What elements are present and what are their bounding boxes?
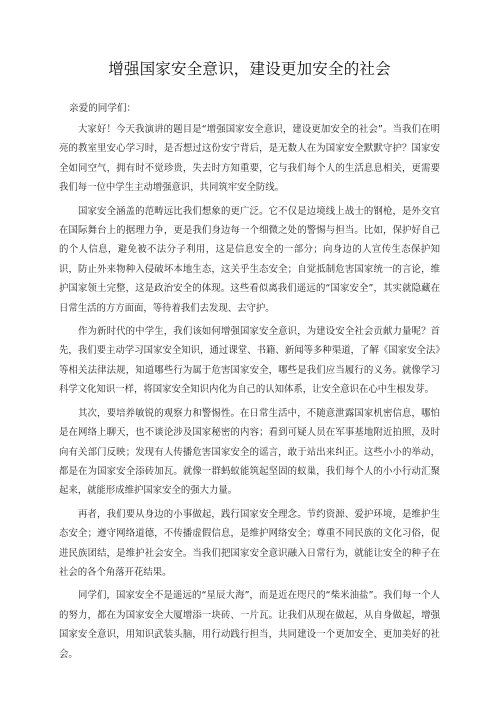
paragraph-2: 国家安全涵盖的范畴远比我们想象的更广泛。它不仅是边境线上战士的钢枪，是外交官在国际舞台上的据理力争，更是我们身边每一个细微之处的警惕与担当。比如，保护好自己的个人信息，避免被不法分子利用，这是信息安全的一部分；向身边的人宣传生态保护知识，防止外来物种入侵破坏本地生态，这关乎生态安全；自觉抵制危害国家统一的言论，维护国家领土完整，这是政治安全的体现。这些看似离我们遥远的“国家安全”，其实就隐藏在日常生活的方方面面，等待着我们去发现、去守护。 (59, 205, 440, 314)
paragraph-3: 作为新时代的中学生，我们该如何增强国家安全意识，为建设安全社会贡献力量呢？首先，我们要主动学习国家安全知识，通过课堂、书籍、新闻等多种渠道，了解《国家安全法》等相关法律法规，知道哪些行为属于危害国家安全，哪些是我们应当履行的义务。就像学习科学文化知识一样，将国家安全知识内化为自己的认知体系，让安全意识在心中生根发芽。 (59, 326, 440, 396)
document-body (59, 120, 440, 664)
paragraph-1: 大家好！今天我演讲的题目是“增强国家安全意识，建设更加安全的社会”。当我们在明亮的教室里安心学习时，是否想过这份安宁背后，是无数人在为国家安全默默守护？国家安全如同空气，拥有时不觉珍贵，失去时方知重要，它与我们每个人的生活息息相关，更需要我们每一位中学生主动增强意识，共同筑牢安全防线。 (59, 124, 440, 194)
paragraph-5: 再者，我们要从身边的小事做起，践行国家安全理念。节约资源、爱护环境，是维护生态安全；遵守网络道德，不传播虚假信息，是维护网络安全；尊重不同民族的文化习俗，促进民族团结，是维护社会安全。当我们把国家安全意识融入日常行为，就能让安全的种子在社会的各个角落开花结果。 (59, 508, 440, 578)
salutation: 亲爱的同学们： (69, 103, 137, 114)
document-title: 增强国家安全意识，建设更加安全的社会 (108, 60, 391, 78)
paragraph-6: 同学们，国家安全不是遥远的“星辰大海”，而是近在咫尺的“柴米油盐”。我们每一个人的努力，都在为国家安全大厦增添一块砖、一片瓦。让我们从现在做起，从自身做起，增强国家安全意识，用知识武装头脑，用行动践行担当，共同建设一个更加安全、更加美好的社会。 (59, 590, 440, 660)
paragraph-4: 其次，要培养敏锐的观察力和警惕性。在日常生活中，不随意泄露国家机密信息，哪怕是在网络上聊天，也不谈论涉及国家秘密的内容；看到可疑人员在军事基地附近拍照，及时向有关部门反映；发现有人传播危害国家安全的谣言，敢于站出来纠正。这些小小的举动，都是在为国家安全添砖加瓦。就像一群蚂蚁能筑起坚固的蚁巢，我们每个人的小小行动汇聚起来，就能形成维护国家安全的强大力量。 (59, 407, 440, 497)
